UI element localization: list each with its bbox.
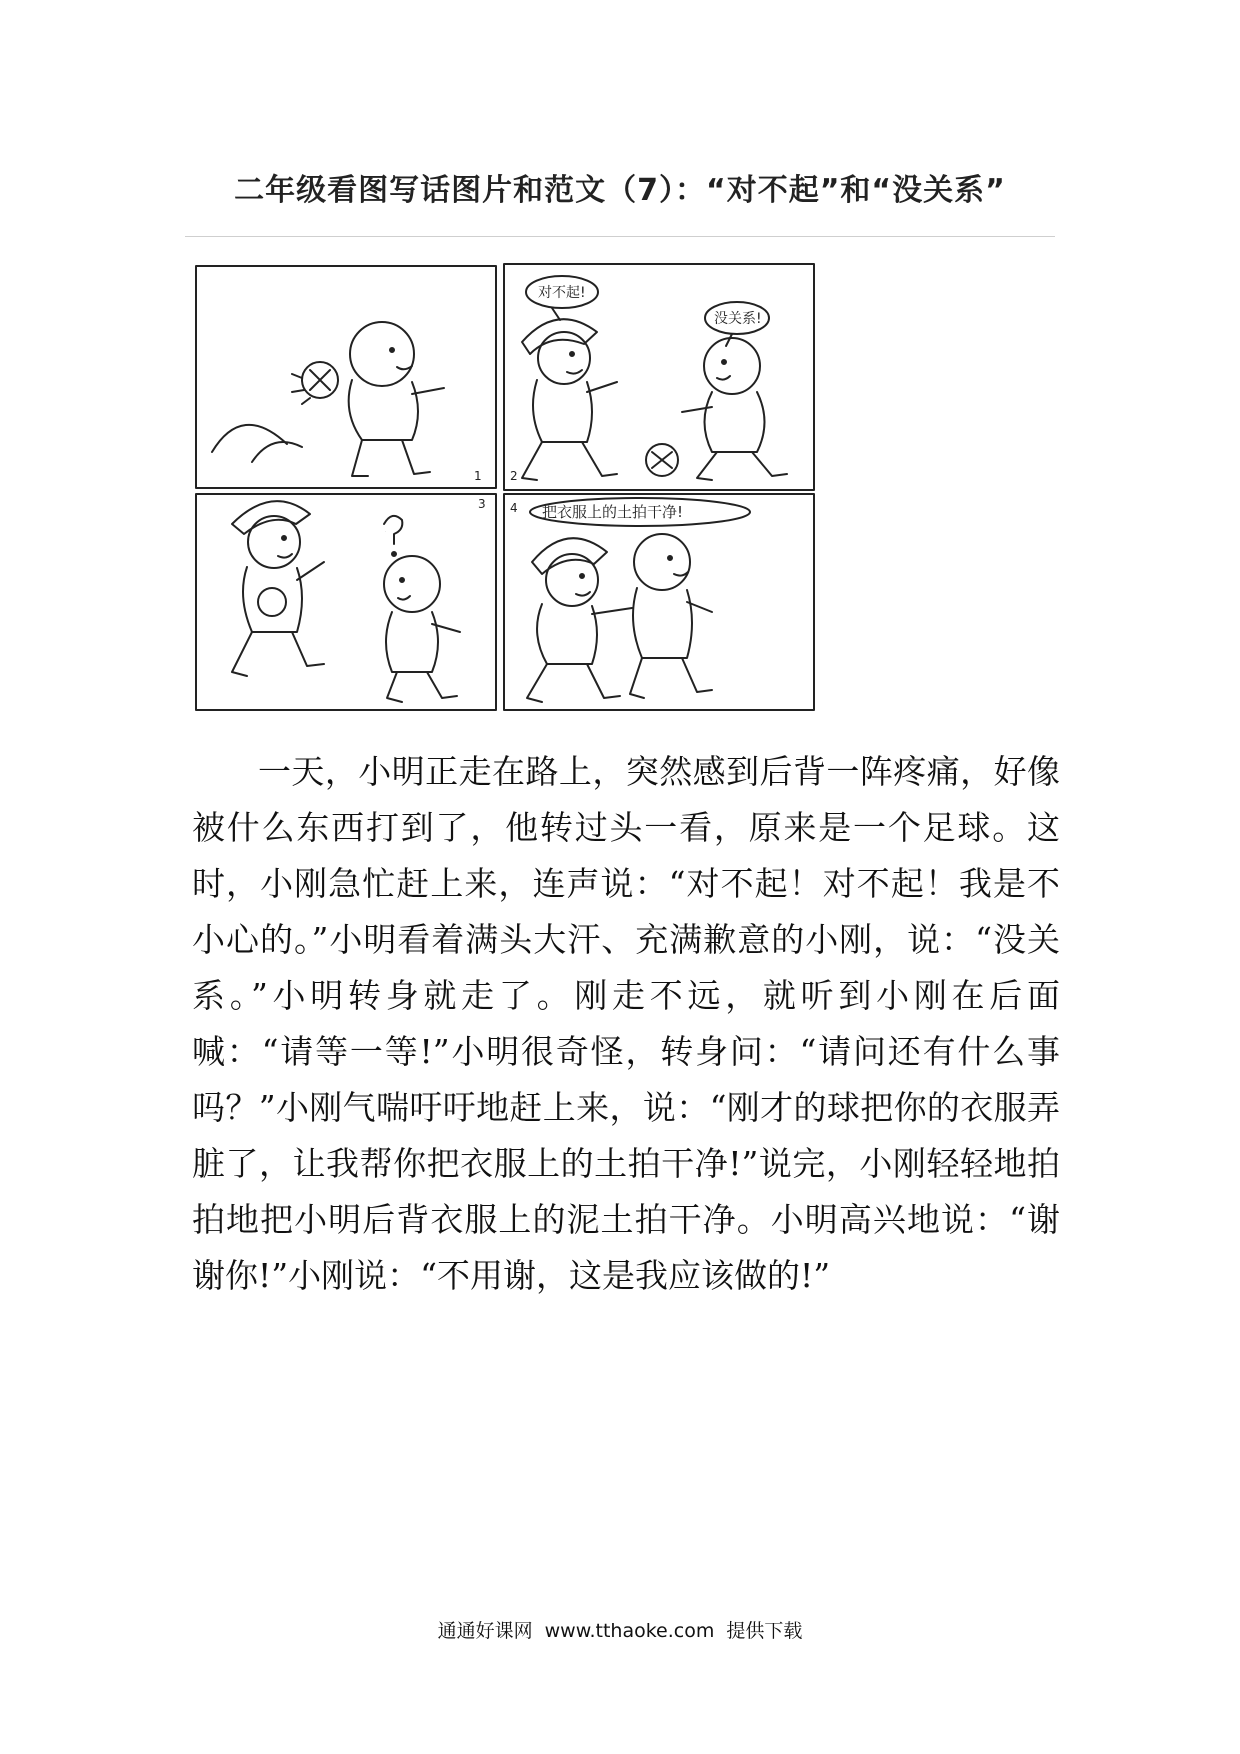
essay-body: [192, 744, 1060, 1304]
panel-4-art: [527, 498, 750, 702]
title-divider: [185, 236, 1055, 237]
comic-strip: [192, 262, 818, 714]
page-footer: [0, 1616, 1240, 1643]
panel-3-frame: [196, 494, 496, 710]
footer-url[interactable]: www.tthaoke.com: [544, 1620, 715, 1642]
panel-1-number: 1: [474, 469, 482, 483]
panel-2-art: [522, 276, 787, 480]
bubble-clean-text: 把衣服上的土拍干净!: [542, 503, 684, 521]
panel-3-number: 3: [478, 497, 486, 511]
bubble-no-problem-text: 没关系!: [714, 311, 762, 327]
panel-4-number: 4: [510, 501, 518, 515]
bubble-question-text: ?: [385, 532, 386, 533]
panel-2-number: 2: [510, 469, 518, 483]
document-title: 二年级看图写话图片和范文（7）：“对不起”和“没关系”: [234, 173, 1006, 208]
footer-suffix: 提供下载: [726, 1620, 803, 1642]
panel-1-art: [212, 322, 444, 476]
essay-paragraph: 一天，小明正走在路上，突然感到后背一阵疼痛，好像被什么东西打到了，他转过头一看，原来是一个足球。这时，小刚急忙赶上来，连声说：“对不起！对不起！我是不小心的。”小明看着满头大汗、充满歉意的小刚，说：“没关系。”小明转身就走了。刚走不远，就听到小刚在后面喊：“请等一等!”小明很奇怪，转身问：“请问还有什么事吗？”小刚气喘吁吁地赶上来，说：“刚才的球把你的衣服弄脏了，让我帮你把衣服上的土拍干净!”说完，小刚轻轻地拍拍地把小明后背衣服上的泥土拍干净。小明高兴地说：“谢谢你!”小刚说：“不用谢，这是我应该做的!”: [192, 752, 1060, 1295]
panel-3-art: [232, 501, 460, 702]
footer-site-name: 通通好课网: [437, 1620, 533, 1642]
bubble-sorry-text: 对不起!: [538, 285, 586, 301]
panel-1-frame: [196, 266, 496, 488]
